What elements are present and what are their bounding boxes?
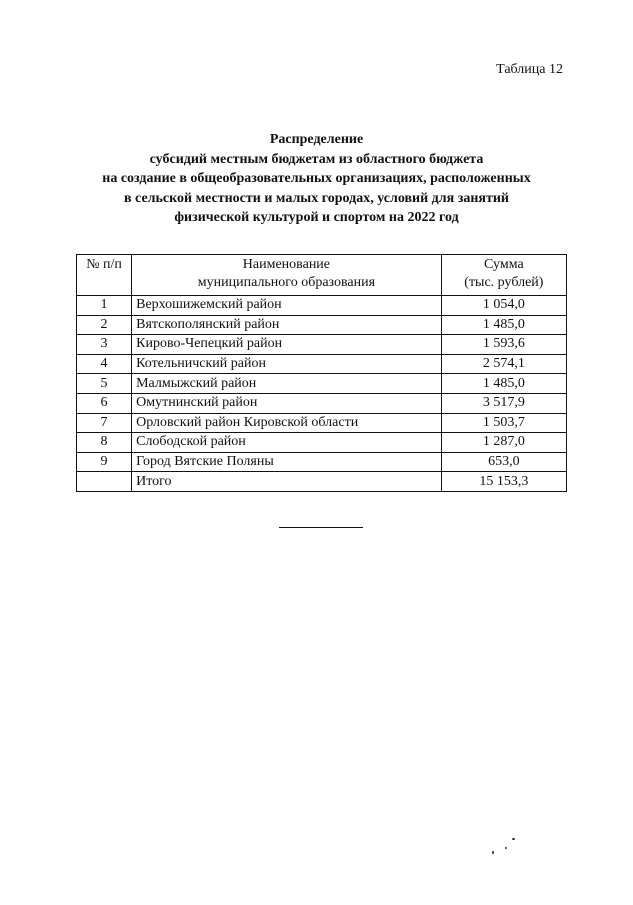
table-header-row xyxy=(77,255,567,296)
row-name: Котельничский район xyxy=(132,354,442,374)
subsidy-table xyxy=(76,254,567,492)
row-sum: 1 503,7 xyxy=(441,413,566,433)
scan-speck xyxy=(492,851,494,854)
row-sum: 3 517,9 xyxy=(441,393,566,413)
row-name: Верхошижемский район xyxy=(132,296,442,316)
table-row xyxy=(77,315,567,335)
table-total-row xyxy=(77,472,567,492)
table-row xyxy=(77,296,567,316)
row-num: 2 xyxy=(77,315,132,335)
row-num: 6 xyxy=(77,393,132,413)
row-name: Омутнинский район xyxy=(132,393,442,413)
scan-speck xyxy=(512,838,515,840)
total-sum: 15 153,3 xyxy=(441,472,566,492)
table-row xyxy=(77,393,567,413)
title-line: Распределение xyxy=(269,132,364,147)
header-name-line1: Наименование xyxy=(242,257,331,272)
row-sum: 1 485,0 xyxy=(441,374,566,394)
title-line: физической культурой и спортом на 2022 год xyxy=(174,210,459,225)
header-name-line2: муниципального образования xyxy=(197,275,376,290)
header-sum xyxy=(441,255,566,296)
header-sum-line1: Сумма xyxy=(484,257,524,272)
table-row xyxy=(77,354,567,374)
title-line: субсидий местным бюджетам из областного бюджета xyxy=(149,151,484,167)
table-row xyxy=(77,452,567,472)
table-row xyxy=(77,433,567,453)
row-num: 4 xyxy=(77,354,132,374)
row-sum: 1 054,0 xyxy=(441,296,566,316)
table-row xyxy=(77,413,567,433)
row-sum: 653,0 xyxy=(441,452,566,472)
header-sum-line2: (тыс. рублей) xyxy=(464,275,544,290)
row-name: Вятскополянский район xyxy=(132,315,442,335)
row-num: 1 xyxy=(77,296,132,316)
row-name: Орловский район Кировской области xyxy=(132,413,442,433)
closing-line xyxy=(279,527,363,528)
row-name: Слободской район xyxy=(132,433,442,453)
table-row xyxy=(77,335,567,355)
header-num-label: № п/п xyxy=(86,257,122,272)
row-sum: 1 593,6 xyxy=(441,335,566,355)
row-name: Город Вятские Поляны xyxy=(132,452,442,472)
row-num: 8 xyxy=(77,433,132,453)
title-line: в сельской местности и малых городах, условий для занятий xyxy=(124,190,509,206)
row-num: 9 xyxy=(77,452,132,472)
total-label: Итого xyxy=(132,472,442,492)
row-sum: 2 574,1 xyxy=(441,354,566,374)
document-title xyxy=(0,130,633,228)
total-num xyxy=(77,472,132,492)
table-number: Таблица 12 xyxy=(496,62,563,77)
header-num xyxy=(77,255,132,296)
header-name xyxy=(132,255,442,296)
scan-speck xyxy=(505,847,507,849)
table-row xyxy=(77,374,567,394)
row-num: 5 xyxy=(77,374,132,394)
row-num: 7 xyxy=(77,413,132,433)
row-num: 3 xyxy=(77,335,132,355)
row-name: Малмыжский район xyxy=(132,374,442,394)
title-line: на создание в общеобразовательных организациях, расположенных xyxy=(102,171,531,186)
row-name: Кирово-Чепецкий район xyxy=(132,335,442,355)
row-sum: 1 485,0 xyxy=(441,315,566,335)
row-sum: 1 287,0 xyxy=(441,433,566,453)
